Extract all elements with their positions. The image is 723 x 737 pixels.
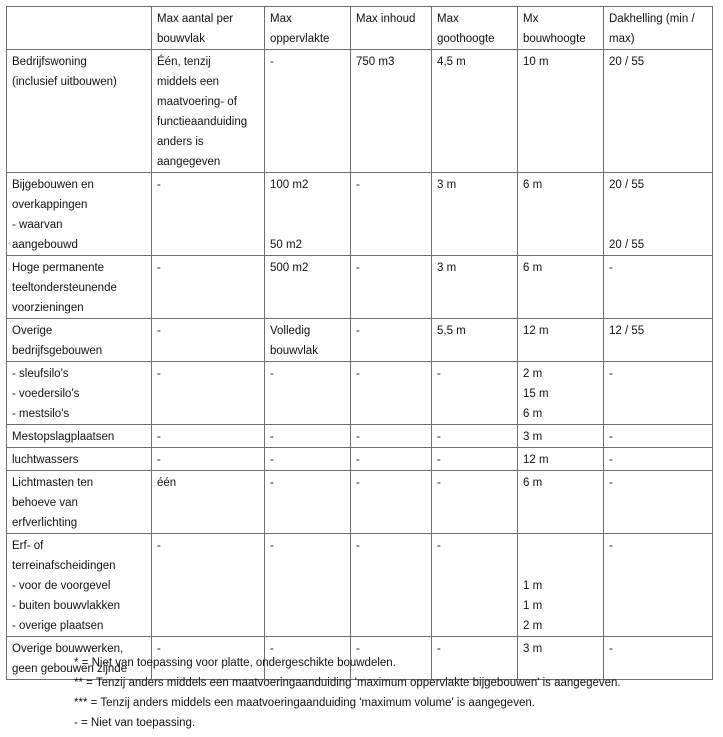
table-row	[7, 319, 713, 362]
cell-line: Lichtmasten ten	[12, 477, 94, 489]
cell-line: maatvoering- of	[157, 96, 237, 108]
cell-max-count	[152, 362, 265, 425]
cell-line: -	[270, 368, 274, 380]
cell-line: bouwvlak	[270, 345, 318, 357]
cell-max-volume	[351, 50, 432, 173]
cell-line: 1 m	[523, 580, 543, 592]
cell-max-volume	[351, 534, 432, 637]
cell-line: 10 m	[523, 56, 549, 68]
cell-roof-pitch	[604, 256, 713, 319]
header-max-volume	[351, 7, 432, 50]
cell-line	[12, 9, 148, 29]
cell-category	[7, 471, 152, 534]
cell-max-eave-height	[432, 471, 518, 534]
cell-max-building-height	[518, 448, 604, 471]
cell-max-area	[265, 50, 351, 173]
cell-line: aangebouwd	[12, 239, 78, 251]
cell-max-building-height	[518, 425, 604, 448]
cell-line: -	[437, 431, 441, 443]
cell-max-building-height	[518, 256, 604, 319]
cell-line: 1 m	[523, 600, 543, 612]
cell-line: -	[157, 262, 161, 274]
cell-max-volume	[351, 362, 432, 425]
cell-line: 12 m	[523, 454, 549, 466]
cell-line: -	[157, 540, 161, 552]
cell-line: -	[356, 325, 360, 337]
cell-line: - buiten bouwvlakken	[12, 600, 121, 612]
cell-line: - overige plaatsen	[12, 620, 104, 632]
footnote: ** = Tenzij anders middels een maatvoeringaanduiding 'maximum oppervlakte bijgebouwen' is aangegeven.	[74, 677, 621, 689]
cell-line: Dakhelling (min /	[609, 13, 695, 25]
cell-max-area	[265, 471, 351, 534]
cell-max-volume	[351, 173, 432, 256]
cell-line: functieaanduiding	[157, 116, 248, 128]
cell-line: -	[356, 540, 360, 552]
cell-category	[7, 534, 152, 637]
cell-category	[7, 448, 152, 471]
cell-line	[609, 215, 709, 235]
cell-line: bouwvlak	[157, 33, 205, 45]
cell-roof-pitch	[604, 534, 713, 637]
cell-line: voorzieningen	[12, 302, 84, 314]
cell-line: - voedersilo's	[12, 388, 80, 400]
cell-line: overkappingen	[12, 199, 88, 211]
cell-line: -	[270, 454, 274, 466]
cell-line: -	[609, 262, 613, 274]
cell-line: -	[437, 540, 441, 552]
cell-line: behoeve van	[12, 497, 78, 509]
cell-line: Max	[270, 13, 292, 25]
cell-roof-pitch	[604, 471, 713, 534]
cell-line: 6 m	[523, 179, 543, 191]
cell-line: -	[270, 431, 274, 443]
header-max-building-height	[518, 7, 604, 50]
cell-roof-pitch	[604, 448, 713, 471]
cell-max-area	[265, 425, 351, 448]
cell-line: Max aantal per	[157, 13, 234, 25]
cell-max-eave-height	[432, 534, 518, 637]
cell-max-building-height	[518, 173, 604, 256]
cell-line: Erf- of	[12, 540, 44, 552]
cell-category	[7, 319, 152, 362]
cell-line: -	[356, 368, 360, 380]
cell-line: goothoogte	[437, 33, 495, 45]
cell-max-building-height	[518, 471, 604, 534]
cell-line: 6 m	[523, 477, 543, 489]
cell-line: Max	[437, 13, 459, 25]
header-roof-pitch	[604, 7, 713, 50]
cell-line	[270, 195, 347, 215]
cell-line: aangegeven	[157, 156, 221, 168]
cell-category	[7, 173, 152, 256]
footnotes	[74, 653, 621, 733]
cell-max-eave-height	[432, 425, 518, 448]
cell-line: -	[609, 454, 613, 466]
cell-line: -	[157, 431, 161, 443]
cell-max-count	[152, 425, 265, 448]
cell-max-volume	[351, 319, 432, 362]
cell-max-volume	[351, 448, 432, 471]
cell-line: -	[356, 477, 360, 489]
cell-line: Overige bouwwerken,	[12, 643, 124, 655]
cell-max-count	[152, 471, 265, 534]
cell-max-area	[265, 319, 351, 362]
cell-roof-pitch	[604, 173, 713, 256]
cell-line: -	[609, 643, 613, 655]
cell-max-building-height	[518, 50, 604, 173]
cell-max-area	[265, 362, 351, 425]
cell-max-building-height	[518, 319, 604, 362]
cell-line: -	[609, 368, 613, 380]
cell-line: max)	[609, 33, 635, 45]
cell-line: -	[609, 431, 613, 443]
cell-line: - waarvan	[12, 219, 63, 231]
cell-max-eave-height	[432, 256, 518, 319]
cell-line: -	[356, 431, 360, 443]
table-row	[7, 256, 713, 319]
cell-line: - voor de voorgevel	[12, 580, 111, 592]
cell-line: -	[609, 477, 613, 489]
cell-line: Overige	[12, 325, 53, 337]
cell-line: -	[437, 454, 441, 466]
cell-line: 6 m	[523, 262, 543, 274]
table-row	[7, 471, 713, 534]
cell-line: -	[356, 454, 360, 466]
cell-line: Één, tenzij	[157, 56, 211, 68]
cell-line	[270, 215, 347, 235]
cell-line: 12 m	[523, 325, 549, 337]
table-row	[7, 173, 713, 256]
cell-category	[7, 425, 152, 448]
cell-roof-pitch	[604, 425, 713, 448]
cell-line: 3 m	[437, 179, 457, 191]
cell-line: -	[356, 262, 360, 274]
cell-line: 20 / 55	[609, 56, 645, 68]
cell-line: 3 m	[437, 262, 457, 274]
cell-max-eave-height	[432, 50, 518, 173]
cell-line: 20 / 55	[609, 239, 645, 251]
cell-roof-pitch	[604, 50, 713, 173]
cell-roof-pitch	[604, 319, 713, 362]
table-row	[7, 362, 713, 425]
cell-category	[7, 256, 152, 319]
cell-max-area	[265, 448, 351, 471]
cell-line: 5,5 m	[437, 325, 466, 337]
cell-max-count	[152, 50, 265, 173]
cell-max-volume	[351, 471, 432, 534]
cell-line: Mx	[523, 13, 539, 25]
cell-line: 4,5 m	[437, 56, 466, 68]
cell-max-area	[265, 256, 351, 319]
cell-line: 2 m	[523, 620, 543, 632]
cell-line	[523, 536, 600, 556]
table-row	[7, 534, 713, 637]
cell-max-volume	[351, 425, 432, 448]
cell-line: - mestsilo's	[12, 408, 70, 420]
cell-line: -	[270, 56, 274, 68]
cell-line: bedrijfsgebouwen	[12, 345, 103, 357]
cell-max-eave-height	[432, 173, 518, 256]
table-row	[7, 425, 713, 448]
cell-line: erfverlichting	[12, 517, 78, 529]
cell-max-eave-height	[432, 448, 518, 471]
cell-max-eave-height	[432, 362, 518, 425]
cell-line: 50 m2	[270, 239, 302, 251]
cell-line: teeltondersteunende	[12, 282, 117, 294]
cell-line: -	[270, 643, 274, 655]
cell-line: 15 m	[523, 388, 549, 400]
cell-line: Bedrijfswoning	[12, 56, 87, 68]
cell-line: -	[157, 368, 161, 380]
cell-line	[609, 195, 709, 215]
cell-line: 750 m3	[356, 56, 395, 68]
cell-line: -	[437, 643, 441, 655]
cell-line: Bijgebouwen en	[12, 179, 94, 191]
cell-line: luchtwassers	[12, 454, 79, 466]
cell-line: Hoge permanente	[12, 262, 105, 274]
table-row	[7, 50, 713, 173]
cell-max-count	[152, 173, 265, 256]
cell-max-count	[152, 448, 265, 471]
cell-line: anders is	[157, 136, 204, 148]
cell-line: 3 m	[523, 643, 543, 655]
header-row	[7, 7, 713, 50]
cell-line: 2 m	[523, 368, 543, 380]
header-category	[7, 7, 152, 50]
cell-max-area	[265, 534, 351, 637]
cell-line: -	[356, 179, 360, 191]
header-max-area	[265, 7, 351, 50]
cell-category	[7, 362, 152, 425]
cell-roof-pitch	[604, 362, 713, 425]
cell-line: -	[270, 477, 274, 489]
cell-line: 6 m	[523, 408, 543, 420]
cell-line: (inclusief uitbouwen)	[12, 76, 117, 88]
cell-line: -	[157, 643, 161, 655]
cell-max-building-height	[518, 534, 604, 637]
cell-line: terreinafscheidingen	[12, 560, 116, 572]
cell-line: oppervlakte	[270, 33, 330, 45]
footnote: - = Niet van toepassing.	[74, 717, 196, 729]
cell-line: 3 m	[523, 431, 543, 443]
cell-max-count	[152, 534, 265, 637]
footnote: *** = Tenzij anders middels een maatvoeringaanduiding 'maximum volume' is aangegeven.	[74, 697, 535, 709]
regulations-table	[6, 6, 713, 680]
cell-line: -	[437, 477, 441, 489]
cell-line: Max inhoud	[356, 13, 416, 25]
cell-max-volume	[351, 256, 432, 319]
header-max-eave-height	[432, 7, 518, 50]
footnote: * = Niet van toepassing voor platte, ondergeschikte bouwdelen.	[74, 657, 396, 669]
cell-line: Volledig	[270, 325, 311, 337]
cell-category	[7, 50, 152, 173]
cell-line: 20 / 55	[609, 179, 645, 191]
cell-line: -	[270, 540, 274, 552]
header-max-count	[152, 7, 265, 50]
cell-max-eave-height	[432, 319, 518, 362]
cell-line: -	[356, 643, 360, 655]
table-row	[7, 448, 713, 471]
cell-line: één	[157, 477, 177, 489]
cell-line: 12 / 55	[609, 325, 645, 337]
cell-line: -	[609, 540, 613, 552]
cell-line: -	[157, 454, 161, 466]
cell-max-building-height	[518, 362, 604, 425]
cell-line: geen gebouwen zijnde	[12, 663, 128, 675]
cell-line: 500 m2	[270, 262, 309, 274]
cell-line: Mestopslagplaatsen	[12, 431, 115, 443]
cell-line: 100 m2	[270, 179, 309, 191]
cell-line: middels een	[157, 76, 220, 88]
cell-line: bouwhoogte	[523, 33, 586, 45]
cell-line: -	[157, 179, 161, 191]
cell-max-count	[152, 256, 265, 319]
cell-line: -	[437, 368, 441, 380]
cell-max-count	[152, 319, 265, 362]
cell-line: -	[157, 325, 161, 337]
cell-max-area	[265, 173, 351, 256]
cell-line	[523, 556, 600, 576]
cell-line: - sleufsilo's	[12, 368, 69, 380]
